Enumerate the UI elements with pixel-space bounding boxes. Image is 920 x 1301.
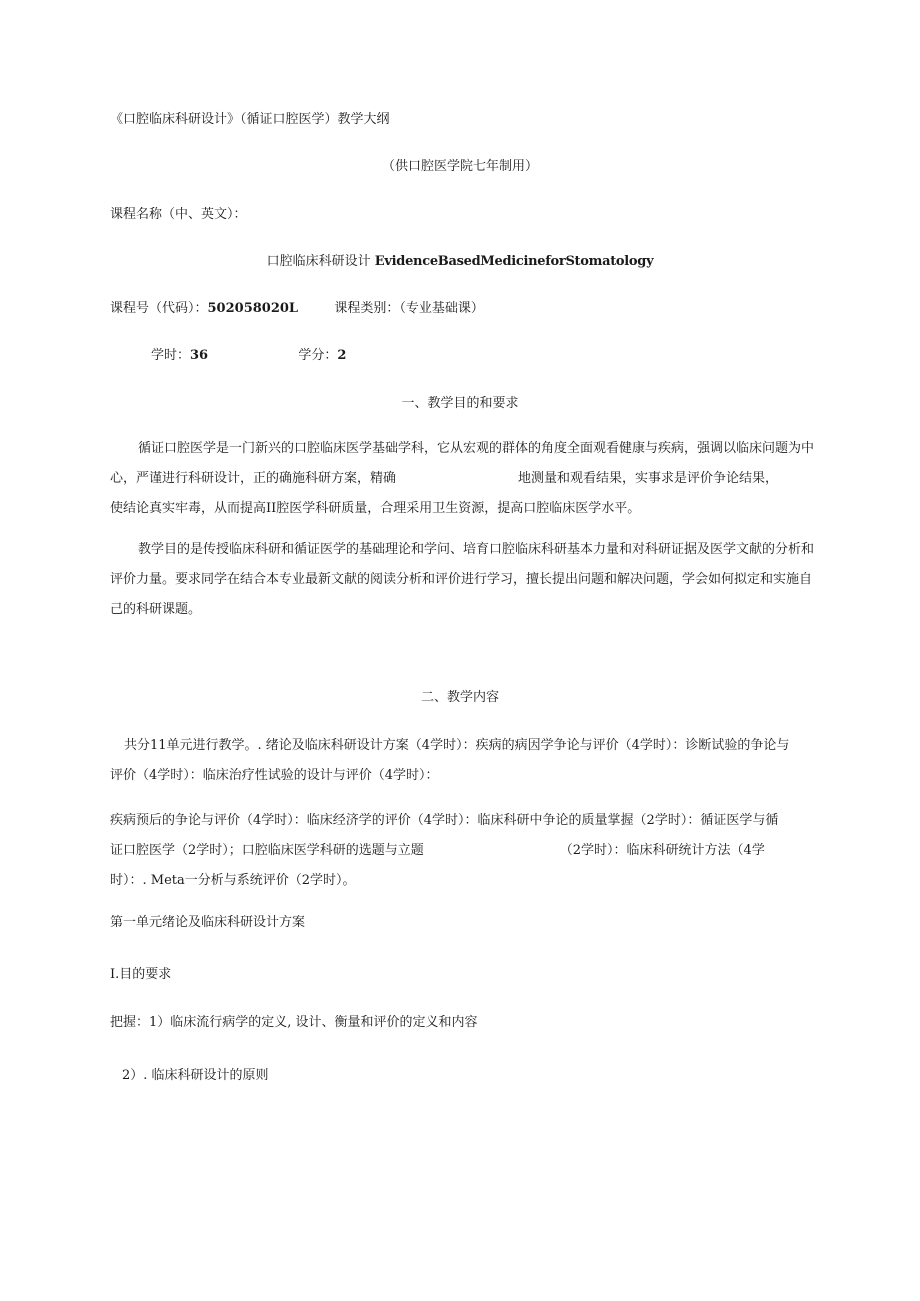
paragraph-line: 使结论真实牢毒，从而提高II腔医学科研质量，合理采用卫生资源，提高口腔临床医学水平。 [110, 501, 641, 516]
paragraph-line-part: 证口腔医学（2学时）；口腔临床医学科研的选题与立题 [110, 843, 424, 858]
paragraph-line: 教学目的是传授临床科研和循证医学的基础理论和学问、培育口腔临床科研基本力量和对科研证据及医学文献的分析和 [138, 542, 815, 557]
paragraph-line-part: 心，严谨进行科研设计，正的确施科研方案，精确 [110, 471, 397, 486]
course-name-label: 课程名称（中、英文）： [110, 207, 247, 222]
section1-paragraph-2 [110, 535, 815, 625]
paragraph-line: 评价力量。要求同学在结合本专业最新文献的阅读分析和评价进行学习，擅长提出问题和解决问题，学会如何拟定和实施自 [110, 572, 813, 587]
course-category: 课程类别：（专业基础课） [334, 301, 484, 316]
section1-paragraph-1 [110, 434, 815, 524]
paragraph-line: 评价（4学时）：临床治疗性试验的设计与评价（4学时）： [110, 768, 439, 783]
course-code-line [110, 299, 484, 319]
section2-paragraph-1 [110, 731, 815, 791]
requirement-item-2: 2）. 临床科研设计的原则 [122, 1068, 269, 1083]
paragraph-line: 共分11单元进行教学。. 绪论及临床科研设计方案（4学时）：疾病的病因学争论与评价（4学时）：诊断试验的争论与 [124, 738, 790, 753]
course-hours-line [151, 346, 346, 366]
section2-heading: 二、教学内容 [420, 690, 499, 705]
course-code-value: 502058020L [207, 301, 299, 316]
unit1-title: 第一单元绪论及临床科研设计方案 [110, 915, 306, 930]
credit-value: 2 [337, 348, 347, 363]
hours-label: 学时： [151, 348, 191, 363]
paragraph-line-part: 地测量和观看结果，实事求是评价争论结果， [518, 471, 779, 486]
master-requirement-line: 把握：1）临床流行病学的定义, 设计、衡量和评价的定义和内容 [110, 1015, 478, 1030]
course-name-cn: 口腔临床科研设计 [266, 254, 375, 269]
document-subtitle: （供口腔医学院七年制用） [381, 159, 538, 174]
paragraph-line-part: （2学时）：临床科研统计方法（4学 [559, 843, 765, 858]
paragraph-line [110, 464, 815, 494]
section2-paragraph-2 [110, 806, 815, 896]
paragraph-line: 疾病预后的争论与评价（4学时）：临床经济学的评价（4学时）：临床科研中争论的质量掌握（2学时）：循证医学与循 [110, 813, 779, 828]
paragraph-line: 循证口腔医学是一门新兴的口腔临床医学基础学科，它从宏观的群体的角度全面观看健康与疾病，强调以临床问题为中 [138, 441, 815, 456]
paragraph-line: 时）：. Meta一分析与系统评价（2学时）。 [110, 873, 356, 888]
document-title: 《口腔临床科研设计》（循证口腔医学）教学大纲 [110, 112, 390, 127]
course-name-en: EvidenceBasedMedicineforStomatology [374, 254, 654, 269]
paragraph-line: 己的科研课题。 [110, 602, 202, 617]
hours-value: 36 [190, 348, 209, 363]
section1-heading: 一、教学目的和要求 [401, 396, 519, 411]
credit-label: 学分： [298, 348, 338, 363]
course-code-label: 课程号（代码）： [110, 301, 208, 316]
paragraph-line [110, 836, 815, 866]
course-name-line [0, 252, 920, 272]
objectives-heading: I.目的要求 [110, 967, 172, 982]
